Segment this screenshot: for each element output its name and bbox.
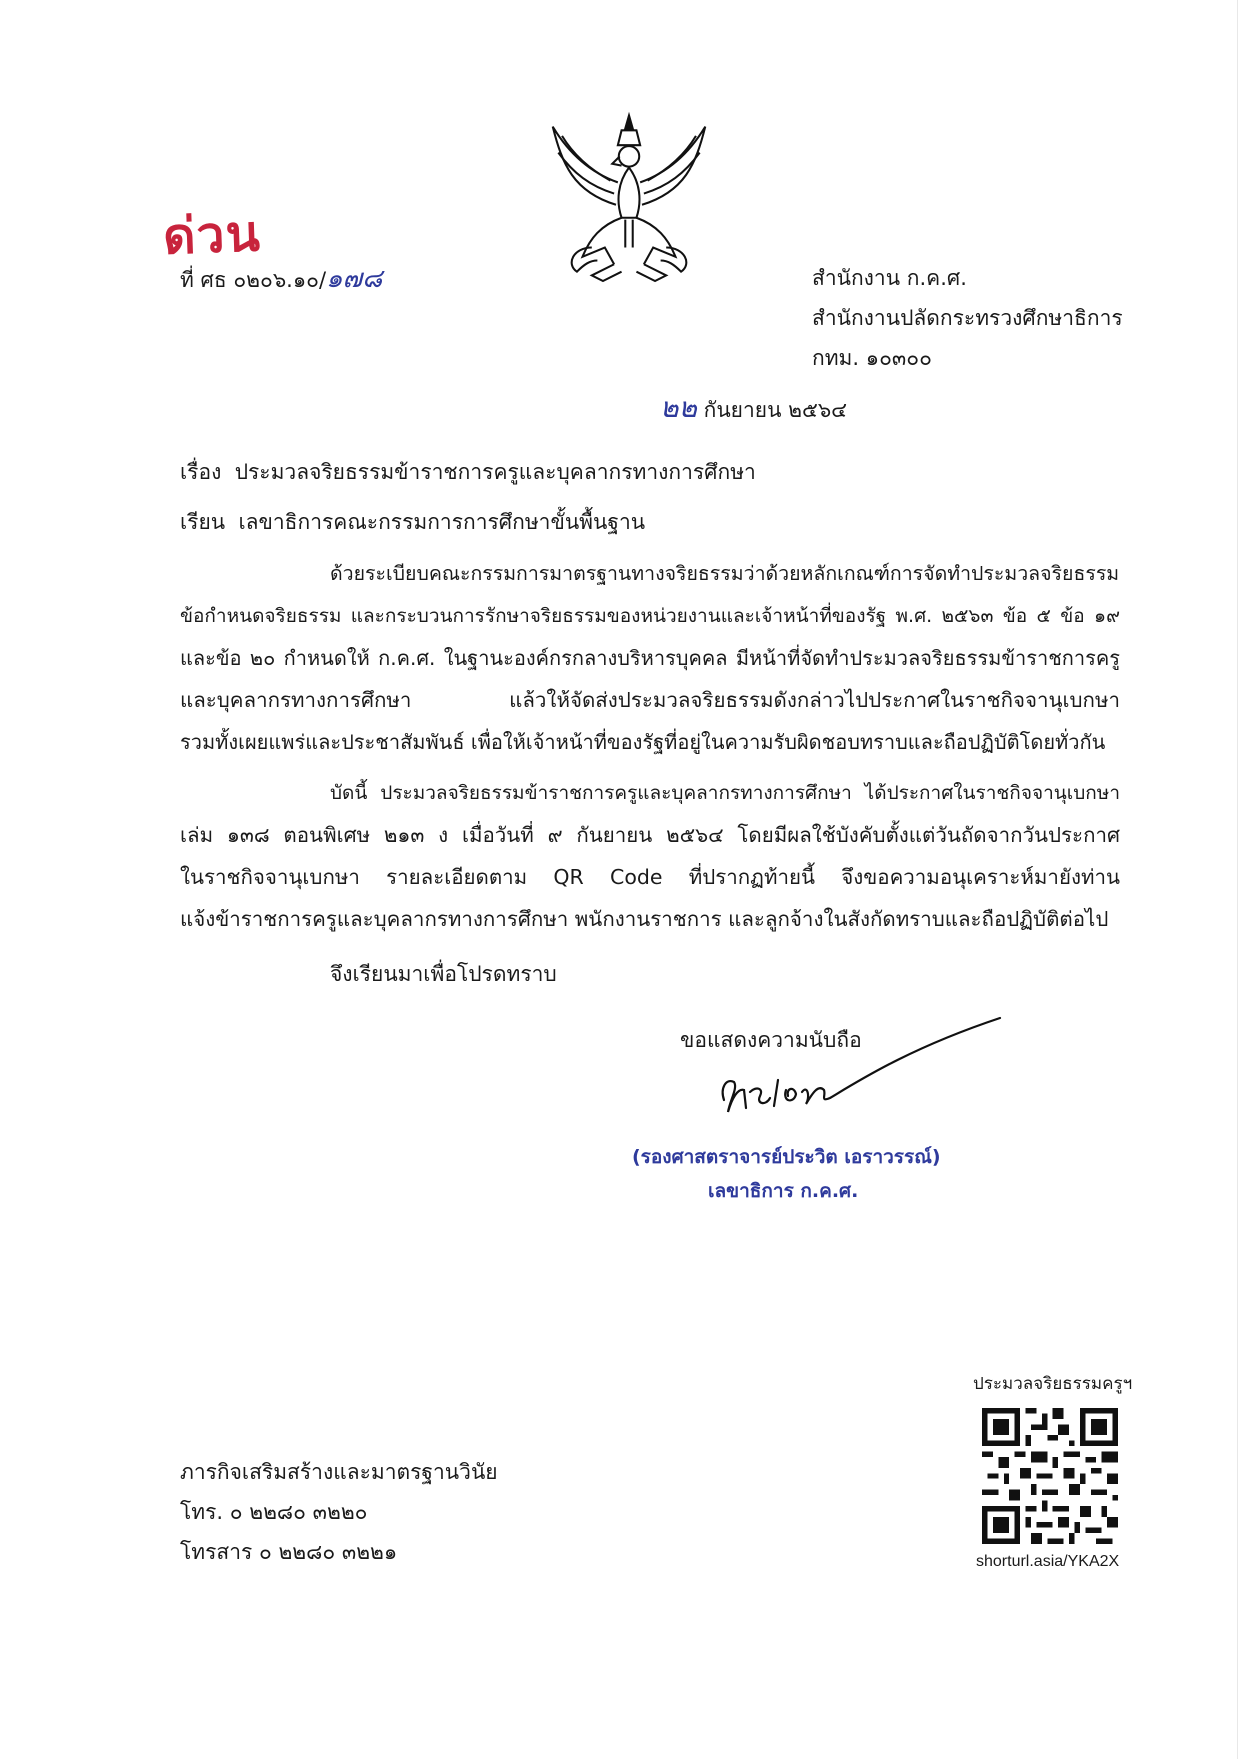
- qr-caption: ประมวลจริยธรรมครูฯ: [973, 1374, 1133, 1394]
- body-paragraph-2: [180, 772, 1120, 940]
- paragraph-line: เล่ม ๑๓๘ ตอนพิเศษ ๒๑๓ ง เมื่อวันที่ ๙ กันยายน ๒๕๖๔ โดยมีผลใช้บังคับตั้งแต่วันถัดจากวันประกาศ: [180, 823, 1120, 847]
- page-edge: [1237, 0, 1238, 1759]
- date-month-year: กันยายน ๒๕๖๔: [703, 398, 848, 422]
- office-line-3: กทม. ๑๐๓๐๐: [812, 346, 932, 370]
- qr-code-icon[interactable]: [982, 1408, 1118, 1544]
- office-line-1: สำนักงาน ก.ค.ศ.: [812, 266, 967, 290]
- addressee-text: เลขาธิการคณะกรรมการการศึกษาขั้นพื้นฐาน: [238, 510, 646, 534]
- subject-text: ประมวลจริยธรรมข้าราชการครูและบุคลากรทางการศึกษา: [234, 460, 756, 484]
- salutation: ขอแสดงความนับถือ: [680, 1028, 862, 1052]
- footer-division: ภารกิจเสริมสร้างและมาตรฐานวินัย: [180, 1460, 498, 1484]
- addressee-line: [180, 512, 645, 533]
- paragraph-line: ในราชกิจจานุเบกษา รายละเอียดตาม QR Code ที่ปรากฏท้ายนี้ จึงขอความอนุเคราะห์มายังท่าน: [180, 865, 1120, 889]
- handwritten-signature-icon: [690, 1008, 1010, 1138]
- footer-fax: โทรสาร ๐ ๒๒๘๐ ๓๒๒๑: [180, 1540, 398, 1564]
- paragraph-line: แจ้งข้าราชการครูและบุคลากรทางการศึกษา พนักงานราชการ และลูกจ้างในสังกัดทราบและถือปฏิบัติต่อไป: [180, 907, 1109, 931]
- subject-label: เรื่อง: [180, 460, 222, 484]
- addressee-label: เรียน: [180, 510, 226, 534]
- urgent-stamp: ด่วน: [162, 204, 262, 266]
- office-line-2: สำนักงานปลัดกระทรวงศึกษาธิการ: [812, 306, 1123, 330]
- paragraph-line: ด้วยระเบียบคณะกรรมการมาตรฐานทางจริยธรรมว่าด้วยหลักเกณฑ์การจัดทำประมวลจริยธรรม: [330, 562, 1120, 585]
- document-number-prefix: ที่ ศธ ๐๒๐๖.๑๐/: [180, 268, 327, 292]
- document-number: [180, 266, 382, 292]
- paragraph-line: บัดนี้ ประมวลจริยธรรมข้าราชการครูและบุคลากรทางการศึกษา ได้ประกาศในราชกิจจานุเบกษา: [330, 782, 1120, 804]
- subject-line: [180, 462, 756, 483]
- paragraph-line: และข้อ ๒๐ กำหนดให้ ก.ค.ศ. ในฐานะองค์กรกลางบริหารบุคคล มีหน้าที่จัดทำประมวลจริยธรรมข้าราชการครู: [180, 646, 1120, 670]
- date-day-handwritten: ๒๒: [660, 391, 697, 424]
- footer-phone: โทร. ๐ ๒๒๘๐ ๓๒๒๐: [180, 1500, 368, 1524]
- body-paragraph-1: [180, 553, 1120, 763]
- signer-position: เลขาธิการ ก.ค.ศ.: [708, 1180, 859, 1202]
- closing-request: จึงเรียนมาเพื่อโปรดทราบ: [330, 962, 557, 986]
- document-date: [660, 391, 848, 424]
- qr-url[interactable]: shorturl.asia/YKA2X: [976, 1553, 1120, 1570]
- paragraph-line: ข้อกำหนดจริยธรรม และกระบวนการรักษาจริยธรรมของหน่วยงานและเจ้าหน้าที่ของรัฐ พ.ศ. ๒๕๖๓ ข้อ ๕ ข้อ ๑๙: [180, 605, 1120, 627]
- document-number-handwritten: ๑๗๘: [326, 264, 383, 294]
- paragraph-line: รวมทั้งเผยแพร่และประชาสัมพันธ์ เพื่อให้เจ้าหน้าที่ของรัฐที่อยู่ในความรับผิดชอบทราบและถือปฏิบัติโดยทั่วกัน: [180, 730, 1106, 754]
- paragraph-line: และบุคลากรทางการศึกษา แล้วให้จัดส่งประมวลจริยธรรมดังกล่าวไปประกาศในราชกิจจานุเบกษา: [180, 688, 1120, 712]
- signer-name: (รองศาสตราจารย์ประวิต เอราวรรณ์): [632, 1146, 941, 1168]
- garuda-emblem-icon: [536, 108, 722, 294]
